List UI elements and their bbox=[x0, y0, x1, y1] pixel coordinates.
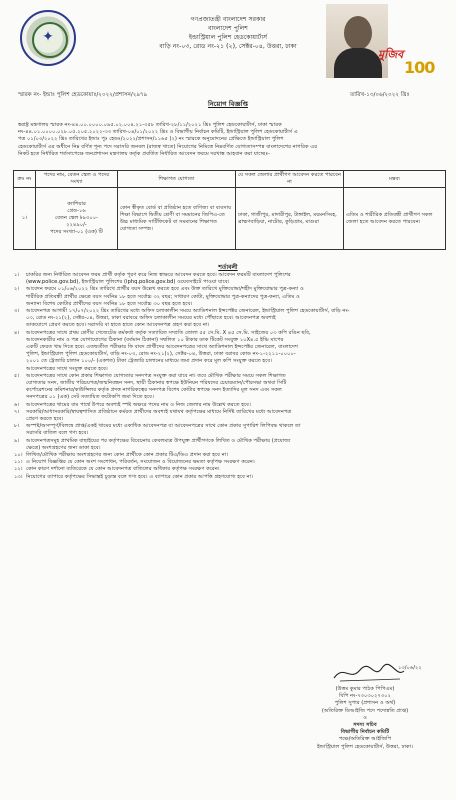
signatory-office: ইন্ডাস্ট্রিয়াল পুলিশ হেডকোয়ার্টার্স, উত্তরা, ঢাকা। bbox=[317, 743, 413, 750]
table-header: পদের নাম, বেতন স্কেল ও পদের সংখ্যা bbox=[36, 171, 118, 188]
gov-line: গণপ্রজাতন্ত্রী বাংলাদেশ সরকার bbox=[190, 16, 266, 23]
signature-date: ১৩/০৬/২২ bbox=[398, 665, 422, 671]
signatory-name: (উত্তম কুমার পাঠক পিপিএম) bbox=[335, 686, 395, 692]
intro-paragraph: স্বরাষ্ট্র মন্ত্রণালয় স্মারক নং-৪৪.০০.০০০০.০৯৫.০২.০০৪.২১-৩৫৮ তারিখ-২৮/১১/২০২১ খ্রিঃ পুলিশ হেডকোয়ার্টার্স, ঢাকা স্মারক নং-৪৪.০১.০০০০.০২৮.০৫.২০৫.২০২২-৩৩ তারিখ-০৪/০১/২০২২ খ্রিঃ ও বিভাগীয় নির্বাচন কমিটি, ইন্ডাস্ট্রিয়াল পুলিশ হেডকোয়ার্টার্স এ পত্র ০১/০৩/২০২২ খ্রিঃ তারিখের ইন্ডাঃ পুঃ হেডঃ/২০২২/প্রশাসন/১১৬৫ (২) নং স্মারকে অনুমোদনের প্রেক্ষিতে ইন্ডাস্ট্রিয়াল পুলিশ হেডকোয়ার্টার্স এর অধীনে নিম্ন বর্ণিত শূন্য পদে সরাসরি জনবল (রাজস্ব খাতে) নিয়োগের নিমিত্তে নিম্নবর্ণিত যোগ্যতাসম্পন্ন বাংলাদেশের নাগরিক এর নিকট হতে নির্ধারিত শর্তসাপেক্ষে জনপ্রশাসন মন্ত্রণালয় কর্তৃক প্রবর্তিত নির্ধারিত আবেদন ফরমে দরখাস্ত আহবান করা যাচ্ছেঃ- bbox=[18, 122, 318, 157]
signatory-bp: বিপি নং-৭৩০৩০২৭৩০২ bbox=[339, 693, 391, 700]
table-header: মন্তব্য bbox=[344, 171, 446, 188]
conditions-list bbox=[14, 272, 444, 481]
table-header: যে সকল জেলার প্রার্থীগণ আবেদন করতে পারবেন না bbox=[236, 171, 344, 188]
condition-item: ৭। সরকারি/আধাসরকারি/স্বায়ত্বশাসিত প্রতিষ্ঠানে কর্মরত প্রার্থীদের অবশ্যই যথাযথ কর্তৃপক্ষের মাধ্যমে নির্দিষ্ট তারিখের মধ্যে আবেদনপত্র প্রেরণ করতে হবে। bbox=[14, 408, 292, 423]
condition-item: ৫। আবেদনপত্রের সাথে কোন প্রকার শিক্ষাগত যোগ্যতার সনদপত্র সংযুক্ত করা যাবে না। তবে মৌখিক পরীক্ষার সময়ে সকল শিক্ষাগত যোগ্যতার সনদ, জাতীয় পরিচয়পত্র/জন্মনিবন্ধন সনদ, স্থায়ী ঠিকানার স্বপক্ষে ইউনিয়ন পরিষদের চেয়ারম্যান/পৌরসভা অথবা সিটি কর্পোরেশনের কমিশনার/কাউন্সিলর কর্তৃক প্রদত্ত নাগরিকত্বের সনদপত্র বিশেষ কোটার স্বপক্ষে সনদ ইত্যাদির মূল সনদ এবং সকল সনদপত্রের ০১ (এক) সেট সত্যায়িত ফটোকপি জমা দিতে হবে। bbox=[14, 372, 287, 401]
signatory-extra: (অতিরিক্ত ডিআইজি পদে পদোন্নতি প্রাপ্ত) bbox=[321, 707, 409, 714]
vacancy-table bbox=[13, 170, 446, 250]
memo-date: তারিখ-১৩/০৬/২০২২ খ্রিঃ bbox=[350, 92, 410, 98]
signatory-member: সদস্য সচিব bbox=[353, 722, 377, 729]
condition-item: ১২। কোন কারণ দর্শানো ব্যতিরেকে যে কোন আবেদনপত্র বাতিলের অধিকার কর্তৃপক্ষ সংরক্ষণ করেন। bbox=[14, 466, 220, 473]
cell-serial: ১। bbox=[14, 188, 36, 250]
office-line: ইন্ডাস্ট্রিয়াল পুলিশ হেডকোয়ার্টার্স bbox=[188, 34, 268, 41]
cell-qualification: কোন স্বীকৃত বোর্ড বা প্রতিষ্ঠান হতে বাণিজ্য বা ব্যবসায় শিক্ষা বিভাগে দ্বিতীয় শ্রেণী বা সমমানের জিপিএ-তে উচ্চ মাধ্যমিক সার্টিফিকেট বা সমমানের শিক্ষাগত যোগ্যতা সম্পন্ন। bbox=[118, 188, 236, 250]
condition-item: ২। আবেদন ফরমে ০১/০৬/২০২২ খ্রিঃ তারিখে প্রার্থীর বয়স উল্লেখ করতে হবে এবং উক্ত তারিখে মুক্তিযোদ্ধা/শহীদ মুক্তিযোদ্ধার পুত্র-কন্যা ও শারীরিক প্রতিবন্ধী প্রার্থীর ক্ষেত্রে বয়স সর্বনিম্ন ১৮ হতে সর্বোচ্চ ৩২ বছর; সাধারণ কোটা, মুক্তিযোদ্ধার পুত্র-কন্যাদের পুত্র-কন্যা, এতিম ও অন্যান্য বিশেষ কোটার প্রার্থীদের বয়স সর্বনিম্ন ১৮ হতে সর্বোচ্চ ৩০ বছর হতে হবে। bbox=[14, 286, 304, 307]
condition-item: ৬। আবেদনপত্রের খামের বাম পার্শ্বে উপরে অবশ্যই স্পষ্ট অক্ষরে পদের নাম ও নিজ জেলার নাম উল্লেখ করতে হবে। bbox=[14, 401, 251, 408]
condition-item: ১১। এ নিয়োগ বিজ্ঞপ্তির যে কোন অংশ সংশোধন, পরিবর্তন, সংযোজন ও বিয়োজনের ক্ষমতা কর্তৃপক্ষ সংরক্ষণ করেন। bbox=[14, 459, 255, 466]
memo-ref: স্মারক নং- ইন্ডাঃ পুলিশ হেডকোয়াঃ/২০২২/প্রশাসন/২৯৭৯ bbox=[18, 92, 148, 98]
condition-item: ৪। আবেদনপত্রের সাথে প্রথম শ্রেণীর গেজেটেড কর্মকর্তা কর্তৃক সত্যায়িত সম্প্রতি তোলা ৫৫ সে.মি. X ৪৫ সে.মি. সাইজের ০৩ কপি রঙিন ছবি, আবেদনকারীর নাম ও পত্র যোগাযোগের ঠিকানা (বর্তমান ঠিকানা) সম্বলিত ১০ টাকার ডাক টিকেট সংযুক্ত ১০X৪.৫ ইঞ্চি মাপের একটি ফেরত খাম দিতে হবে। এতদ্ব্যতীত পরীক্ষার ফি বাবদ প্রার্থীদের আবেদনপত্রের সাথে অ্যাডিশনাল ইন্সপেক্টর জেনারেল, বাংলাদেশ পুলিশ, ইন্ডাস্ট্রিয়াল পুলিশ হেডকোয়ার্টার্স, বাড়ি নং-০৩, রোড নং-২১(২), সেক্টর-০৪, উত্তরা, ঢাকা বরাবর কোড নং-১-২২১১-০০০০- ২০০১ তে ট্রেজারি চালান ১০০/- (একশত) টাকা ট্রেজারি চালানের মাধ্যমে জমা প্রদান করে মূল কপি সংযুক্ত করতে হবে। আবেদনপত্রের সাথে সংযুক্ত করতে হবে। bbox=[14, 329, 311, 372]
table-header-row bbox=[14, 171, 446, 188]
signatory-committee: বিভাগীয় নির্বাচন কমিটি bbox=[340, 729, 390, 736]
cell-post: ক্যাশিয়ার গ্রেড-১৬ বেতন স্কেল ৳৯৩০০- ২২৪৯০/- পদের সংখ্যা-০১ (এক) টি bbox=[36, 188, 118, 250]
notice-title: নিয়োগ বিজ্ঞপ্তি bbox=[207, 100, 249, 108]
mujib-100-logo: মুজিব 100 bbox=[378, 48, 435, 77]
table-header: ক্রঃ নং bbox=[14, 171, 36, 188]
table-header: শিক্ষাগত যোগ্যতা bbox=[118, 171, 236, 188]
signatory-and: ও bbox=[363, 714, 367, 721]
condition-item: ১০। লিখিত/মৌখিক পরীক্ষায় অংশগ্রহণের জন্য কোন প্রার্থীকে কোন প্রকার টিএ/ডিএ প্রদান করা হবে না। bbox=[14, 452, 229, 459]
signatory-designation: পুলিশ সুপার (প্রশাসন ও অর্থ) bbox=[334, 700, 396, 707]
condition-item: ১৩। নিয়োগের ব্যাপারে কর্তৃপক্ষের সিদ্ধান্তই চূড়ান্ত বলে গণ্য হবে। এ ব্যাপারে কোন প্রকার আপত্তি গ্রহণযোগ্য হবে না। bbox=[14, 473, 253, 480]
conditions-title: শর্তাবলী bbox=[218, 264, 238, 271]
condition-item: ১। চাকরির জন্য নির্ধারিত আবেদন ফরম প্রার্থী কর্তৃক পূরণ করে নিজ স্বাক্ষরে আবেদন করতে হবে। আবেদন ফরমটি বাংলাদেশ পুলিশের (www.police.gov.bd), ইন্ডাস্ট্রিয়াল পুলিশের (iphq.police.gov.bd) ওয়েবসাইটে পাওয়া যাবে। bbox=[14, 272, 291, 286]
org-line: বাংলাদেশ পুলিশ bbox=[208, 25, 248, 32]
police-emblem-icon: ✦ bbox=[20, 10, 76, 66]
signatory-on-behalf: পক্ষে/অতিরিক্ত আইজিপি bbox=[338, 736, 392, 743]
address-line: বাড়ি নং-০৩, রোড নং-২১ (২), সেক্টর-০৪, উত্তরা, ঢাকা bbox=[159, 43, 297, 50]
table-row bbox=[14, 188, 446, 250]
condition-item: ৩। আবেদনপত্র আগামী ১৭/০৭/২০২২ খ্রিঃ তারিখের মধ্যে অফিস চলাকালীন সময়ে অ্যাডিশনাল ইন্সপেক্টর জেনারেল, ইন্ডাস্ট্রিয়াল পুলিশ হেডকোয়ার্টার্স, বাড়ি নং- ০৩, রোড নং-২১(২), সেক্টর-০৪, উত্তরা, ঢাকা বরাবরে অফিস চলাকালীন সময়ের মধ্যে পৌঁছাতে হবে। আবেদনপত্র অবশ্যই ডাকযোগে প্রেরণ করতে হবে। সরাসরি বা হাতে হাতে কোন আবেদনপত্র গ্রহণ করা হবে না। bbox=[14, 308, 350, 329]
condition-item: ৮। অস্পষ্ট/অসম্পূর্ণ/বিলম্বে প্রাপ্ত/একই খামের মধ্যে একাধিক আবেদনপত্র বা আবেদনপত্রের সাথে কোন প্রকার সুপারিশ লিপিবদ্ধ থাকলে তা সরাসরি বাতিল বলে গণ্য হবে। bbox=[14, 423, 301, 437]
cell-districts: ঢাকা, গাজীপুর, মাদারীপুর, টাঙ্গাইল, ময়মনসিংহ, ব্রাহ্মণবাড়িয়া, নাটোর, কুড়িগ্রাম, মাগুরা bbox=[236, 188, 344, 250]
cell-remarks: এতিম ও শারীরিক প্রতিবন্ধী প্রার্থীগণ সকল জেলা হতে আবেদন করতে পারবেন। bbox=[344, 188, 446, 250]
condition-item: ৯। আবেদনপত্রসমূহ প্রাথমিক বাছাইয়ের পর কর্তৃপক্ষের বিবেচনায় কেবলমাত্র উপযুক্ত প্রার্থীগণকে লিখিত ও মৌখিক পরীক্ষায় (প্রযোজ্য ক্ষেত্রে) অংশগ্রহণের জন্য ডাকা হবে। bbox=[14, 437, 291, 451]
